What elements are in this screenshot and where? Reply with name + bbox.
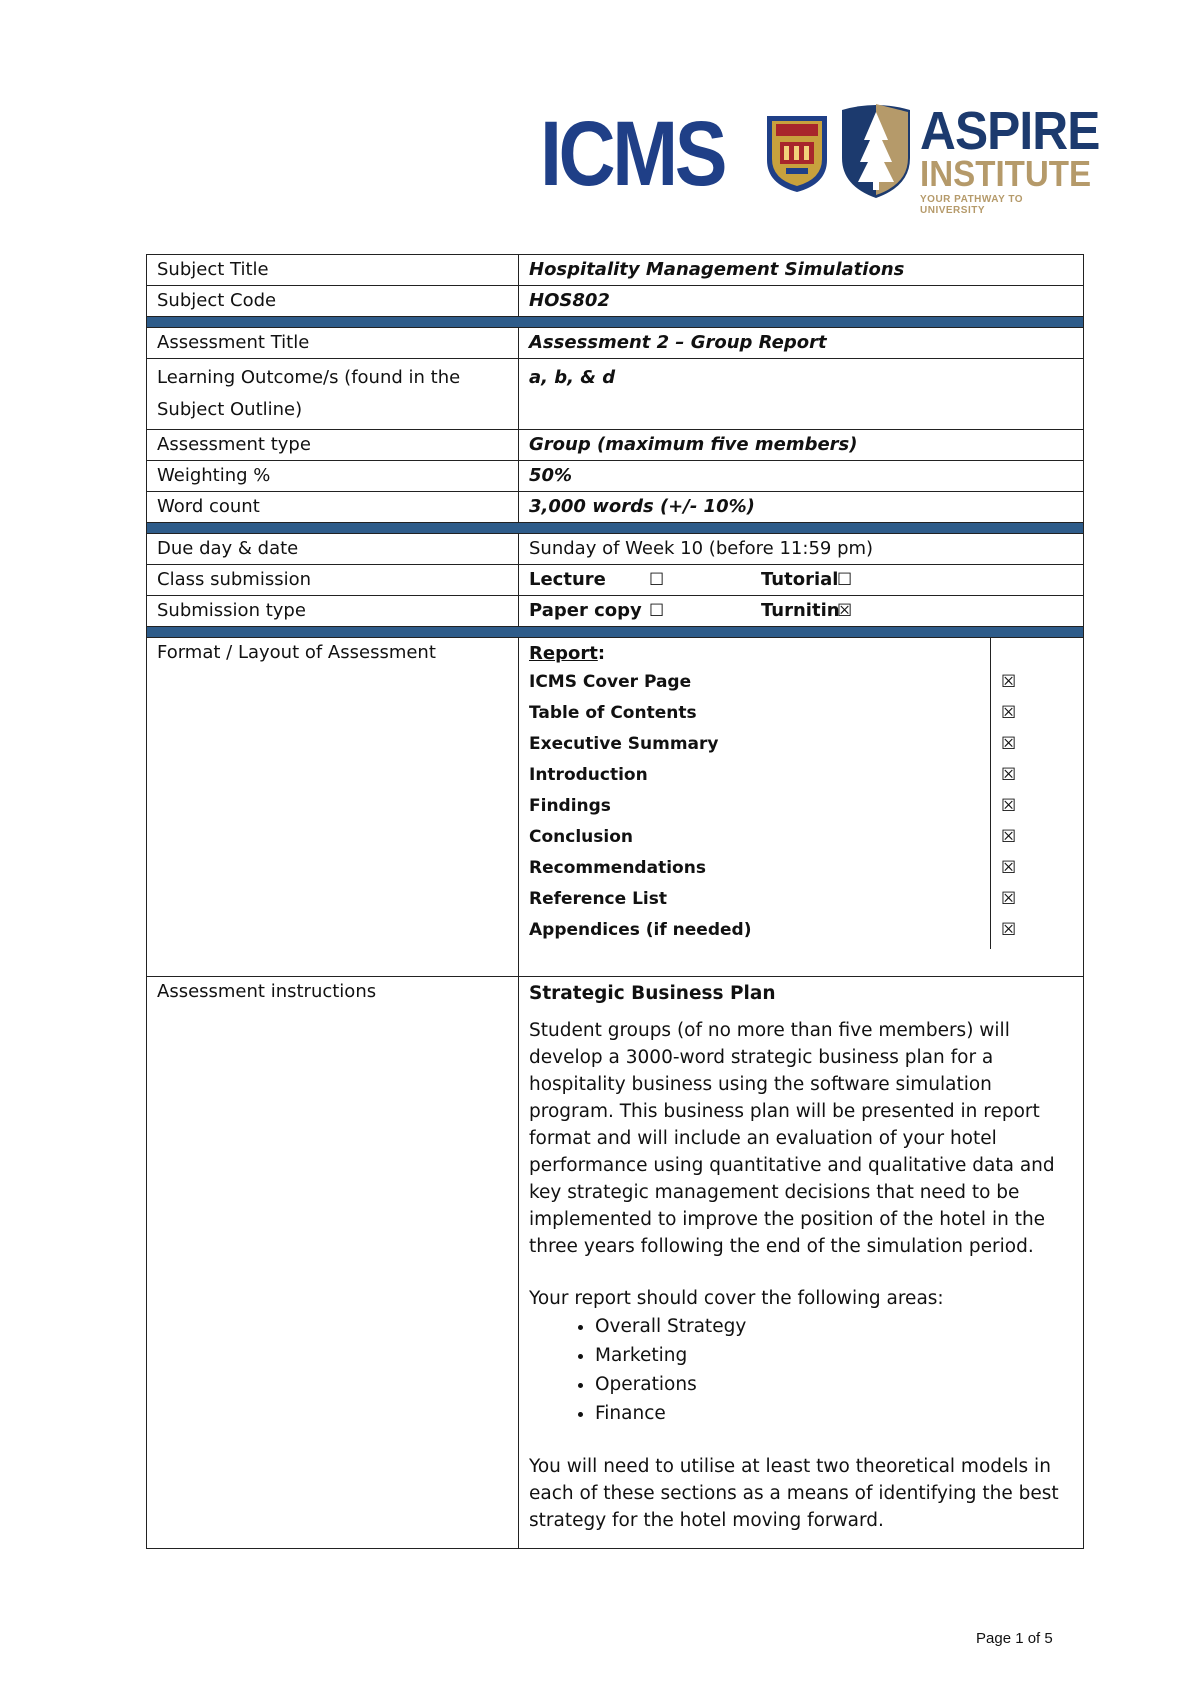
format-item-checkbox[interactable]: ☒ [1001, 703, 1017, 723]
instructions-paragraph-1: Student groups (of no more than five members) will develop a 3000-word strategic business plan for a hospitality business using the software simulation program. This business plan will be presented in report format and will include an evaluation of your hotel performance using quantitative and qualitative data and key strategic management decisions that need to be implemented to improve the position of the hotel in the three years following the end of the simulation period. [529, 1020, 1055, 1257]
assessment-type-label: Assessment type [147, 430, 519, 461]
lecture-checkbox[interactable]: ☐ [649, 570, 665, 590]
tutorial-checkbox[interactable]: ☐ [837, 570, 853, 590]
lecture-label: Lecture [529, 569, 606, 590]
aspire-shield-icon [840, 100, 912, 200]
format-checklist-item [529, 667, 1073, 698]
learning-outcomes-label: Learning Outcome/s (found in the Subject Outline) [147, 359, 519, 430]
learning-outcomes-value: a, b, & d [519, 359, 1084, 430]
row-word-count [147, 492, 1084, 523]
format-item-label: Recommendations [529, 858, 706, 878]
assessment-title-label: Assessment Title [147, 328, 519, 359]
instructions-title: Strategic Business Plan [529, 983, 776, 1004]
format-column-divider [990, 638, 991, 949]
icms-crest-icon [764, 114, 830, 194]
format-item-label: Introduction [529, 765, 648, 785]
class-submission-label: Class submission [147, 565, 519, 596]
icms-logo: ICMS [540, 103, 725, 205]
paper-copy-checkbox[interactable]: ☐ [649, 601, 665, 621]
format-checklist-item [529, 791, 1073, 822]
weighting-value: 50% [519, 461, 1084, 492]
format-checklist-item [529, 822, 1073, 853]
format-item-label: Reference List [529, 889, 667, 909]
area-list-item: • Operations [595, 1370, 1073, 1399]
aspire-logo-text: ASPIRE [920, 101, 1100, 161]
subject-code-label: Subject Code [147, 286, 519, 317]
format-checklist-item [529, 760, 1073, 791]
tutorial-label: Tutorial [761, 569, 839, 590]
assessment-title-value: Assessment 2 – Group Report [519, 328, 1084, 359]
area-list-item: • Finance [595, 1399, 1073, 1428]
format-item-checkbox[interactable]: ☒ [1001, 889, 1017, 909]
assessment-info-table [146, 254, 1084, 1549]
format-item-checkbox[interactable]: ☒ [1001, 827, 1017, 847]
institute-logo-text: INSTITUTE [920, 153, 1092, 194]
area-list-item: • Overall Strategy [595, 1312, 1073, 1341]
subject-title-value: Hospitality Management Simulations [519, 255, 1084, 286]
area-list-item: • Marketing [595, 1341, 1073, 1370]
turnitin-label: Turnitin [761, 600, 840, 621]
format-item-label: Table of Contents [529, 703, 697, 723]
weighting-label: Weighting % [147, 461, 519, 492]
format-checklist-item [529, 729, 1073, 760]
logo-tagline: YOUR PATHWAY TO UNIVERSITY [920, 194, 1024, 216]
row-format-layout [147, 638, 1084, 977]
paper-copy-label: Paper copy [529, 600, 642, 621]
instructions-label: Assessment instructions [147, 977, 519, 1549]
format-item-label: Executive Summary [529, 734, 719, 754]
format-checklist [529, 667, 1073, 946]
row-assessment-instructions [147, 977, 1084, 1549]
row-subject-title [147, 255, 1084, 286]
report-heading-colon: : [597, 643, 606, 664]
format-checklist-item [529, 853, 1073, 884]
format-item-label: Findings [529, 796, 611, 816]
format-checklist-item [529, 698, 1073, 729]
row-subject-code [147, 286, 1084, 317]
instructions-content [519, 977, 1084, 1549]
row-submission-type [147, 596, 1084, 627]
format-layout-content [519, 638, 1084, 977]
format-item-checkbox[interactable]: ☒ [1001, 858, 1017, 878]
instructions-paragraph-2: Your report should cover the following areas: [529, 1288, 944, 1309]
turnitin-checkbox[interactable]: ☒ [837, 601, 853, 621]
report-heading-text: Report [529, 643, 598, 664]
page-number: Page 1 of 5 [976, 1630, 1053, 1647]
format-checklist-item [529, 884, 1073, 915]
format-item-checkbox[interactable]: ☒ [1001, 796, 1017, 816]
row-assessment-title [147, 328, 1084, 359]
format-item-label: Conclusion [529, 827, 633, 847]
row-weighting [147, 461, 1084, 492]
subject-title-label: Subject Title [147, 255, 519, 286]
separator-bar [147, 317, 1084, 328]
format-item-checkbox[interactable]: ☒ [1001, 920, 1017, 940]
row-learning-outcomes [147, 359, 1084, 430]
format-item-label: Appendices (if needed) [529, 920, 752, 940]
subject-code-value: HOS802 [519, 286, 1084, 317]
format-item-checkbox[interactable]: ☒ [1001, 734, 1017, 754]
format-item-checkbox[interactable]: ☒ [1001, 672, 1017, 692]
word-count-label: Word count [147, 492, 519, 523]
report-heading [529, 641, 1073, 667]
row-assessment-type [147, 430, 1084, 461]
format-checklist-item [529, 915, 1073, 946]
header-logos [540, 100, 1100, 216]
submission-type-options [519, 596, 1084, 627]
word-count-value: 3,000 words (+/- 10%) [519, 492, 1084, 523]
format-layout-label: Format / Layout of Assessment [147, 638, 519, 977]
format-item-label: ICMS Cover Page [529, 672, 692, 692]
assessment-type-value: Group (maximum five members) [519, 430, 1084, 461]
areas-list [529, 1312, 1073, 1428]
row-due-date [147, 534, 1084, 565]
format-item-checkbox[interactable]: ☒ [1001, 765, 1017, 785]
instructions-paragraph-3: You will need to utilise at least two theoretical models in each of these sections as a means of identifying the best strategy for the hotel moving forward. [529, 1456, 1059, 1531]
due-date-value: Sunday of Week 10 (before 11:59 pm) [519, 534, 1084, 565]
submission-type-label: Submission type [147, 596, 519, 627]
row-class-submission [147, 565, 1084, 596]
separator-bar [147, 627, 1084, 638]
class-submission-options [519, 565, 1084, 596]
due-date-label: Due day & date [147, 534, 519, 565]
separator-bar [147, 523, 1084, 534]
